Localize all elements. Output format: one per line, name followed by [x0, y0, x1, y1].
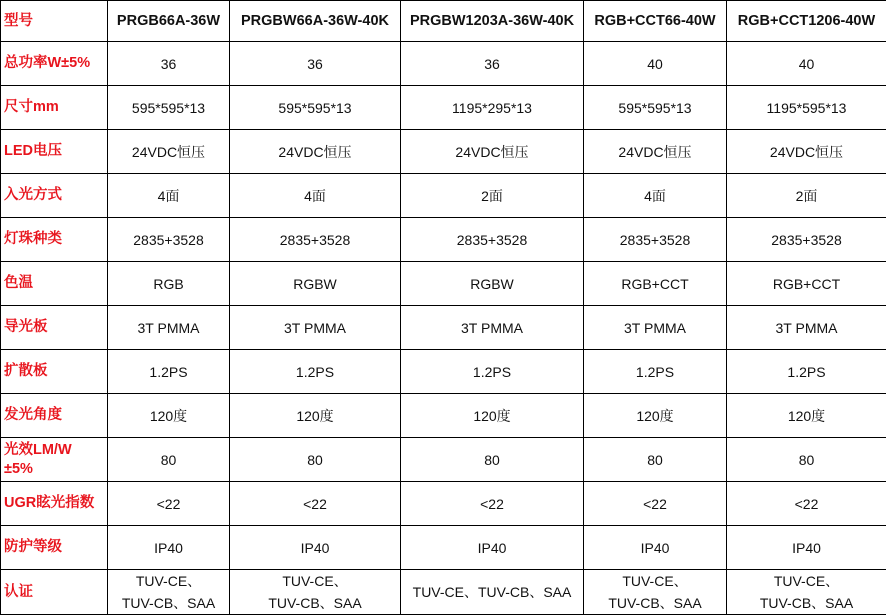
- table-cell: 24VDC恒压: [401, 130, 584, 174]
- table-row: [1, 130, 886, 174]
- table-cell: IP40: [230, 526, 401, 570]
- table-cell: IP40: [727, 526, 886, 570]
- row-label: 尺寸mm: [1, 86, 108, 130]
- table-cell: 80: [401, 438, 584, 482]
- table-cell: TUV-CE、 TUV-CB、SAA: [230, 570, 401, 615]
- table-cell: 3T PMMA: [401, 306, 584, 350]
- row-label: 扩散板: [1, 350, 108, 394]
- header-model: RGB+CCT1206-40W: [727, 1, 886, 42]
- table-cell: 3T PMMA: [230, 306, 401, 350]
- table-cell: RGB: [108, 262, 230, 306]
- table-cell: RGBW: [401, 262, 584, 306]
- table-cell: 80: [108, 438, 230, 482]
- table-cell: 36: [108, 42, 230, 86]
- row-label: 入光方式: [1, 174, 108, 218]
- table-cell: 120度: [727, 394, 886, 438]
- table-cell: 1195*595*13: [727, 86, 886, 130]
- table-cell: 1195*295*13: [401, 86, 584, 130]
- table-cell: <22: [727, 482, 886, 526]
- header-model: PRGBW66A-36W-40K: [230, 1, 401, 42]
- table-cell: 1.2PS: [727, 350, 886, 394]
- table-row: [1, 350, 886, 394]
- table-cell: 595*595*13: [230, 86, 401, 130]
- table-cell: 1.2PS: [108, 350, 230, 394]
- table-cell: 24VDC恒压: [727, 130, 886, 174]
- table-row: [1, 306, 886, 350]
- table-row: [1, 86, 886, 130]
- table-cell: 3T PMMA: [108, 306, 230, 350]
- header-corner: 型号: [1, 1, 108, 42]
- table-cell: 40: [584, 42, 727, 86]
- table-cell: 4面: [108, 174, 230, 218]
- table-cell: TUV-CE、 TUV-CB、SAA: [108, 570, 230, 615]
- row-label: UGR眩光指数: [1, 482, 108, 526]
- row-label: 发光角度: [1, 394, 108, 438]
- table-cell: 1.2PS: [584, 350, 727, 394]
- row-label: 光效LM/W ±5%: [1, 438, 108, 482]
- header-model: PRGB66A-36W: [108, 1, 230, 42]
- table-cell: 40: [727, 42, 886, 86]
- table-row: [1, 42, 886, 86]
- table-body: [1, 42, 886, 615]
- table-cell: IP40: [584, 526, 727, 570]
- table-row: [1, 218, 886, 262]
- table-row: [1, 482, 886, 526]
- table-cell: 2面: [727, 174, 886, 218]
- table-row: [1, 174, 886, 218]
- row-label: 防护等级: [1, 526, 108, 570]
- table-cell: RGBW: [230, 262, 401, 306]
- table-row: [1, 394, 886, 438]
- header-model: PRGBW1203A-36W-40K: [401, 1, 584, 42]
- table-cell: 2835+3528: [727, 218, 886, 262]
- row-label: 总功率W±5%: [1, 42, 108, 86]
- row-label: 色温: [1, 262, 108, 306]
- table-cell: 24VDC恒压: [584, 130, 727, 174]
- row-label: 灯珠种类: [1, 218, 108, 262]
- table-cell: 24VDC恒压: [230, 130, 401, 174]
- table-cell: 120度: [108, 394, 230, 438]
- table-cell: 1.2PS: [401, 350, 584, 394]
- table-cell: 4面: [584, 174, 727, 218]
- table-cell: 2835+3528: [108, 218, 230, 262]
- table-cell: 2面: [401, 174, 584, 218]
- table-cell: RGB+CCT: [727, 262, 886, 306]
- table-cell: 120度: [230, 394, 401, 438]
- table-cell: 3T PMMA: [727, 306, 886, 350]
- header-row: [1, 1, 886, 42]
- table-cell: 2835+3528: [401, 218, 584, 262]
- table-cell: 120度: [401, 394, 584, 438]
- table-cell: 595*595*13: [108, 86, 230, 130]
- header-model: RGB+CCT66-40W: [584, 1, 727, 42]
- row-label: 导光板: [1, 306, 108, 350]
- table-cell: 80: [727, 438, 886, 482]
- table-cell: 36: [401, 42, 584, 86]
- table-cell: 120度: [584, 394, 727, 438]
- table-cell: <22: [401, 482, 584, 526]
- table-cell: 80: [584, 438, 727, 482]
- table-cell: IP40: [401, 526, 584, 570]
- row-label: LED电压: [1, 130, 108, 174]
- table-cell: 80: [230, 438, 401, 482]
- table-cell: 4面: [230, 174, 401, 218]
- table-cell: 36: [230, 42, 401, 86]
- row-label: 认证: [1, 570, 108, 615]
- table-cell: TUV-CE、 TUV-CB、SAA: [584, 570, 727, 615]
- table-cell: 24VDC恒压: [108, 130, 230, 174]
- table-cell: RGB+CCT: [584, 262, 727, 306]
- table-cell: <22: [230, 482, 401, 526]
- table-cell: <22: [108, 482, 230, 526]
- table-cell: 1.2PS: [230, 350, 401, 394]
- table-cell: TUV-CE、TUV-CB、SAA: [401, 570, 584, 615]
- table-row: [1, 526, 886, 570]
- table-cell: 3T PMMA: [584, 306, 727, 350]
- table-cell: 2835+3528: [584, 218, 727, 262]
- table-cell: 2835+3528: [230, 218, 401, 262]
- table-cell: IP40: [108, 526, 230, 570]
- table-row: [1, 438, 886, 482]
- table-cell: 595*595*13: [584, 86, 727, 130]
- table-cell: TUV-CE、 TUV-CB、SAA: [727, 570, 886, 615]
- table-cell: <22: [584, 482, 727, 526]
- table-row: [1, 570, 886, 615]
- table-row: [1, 262, 886, 306]
